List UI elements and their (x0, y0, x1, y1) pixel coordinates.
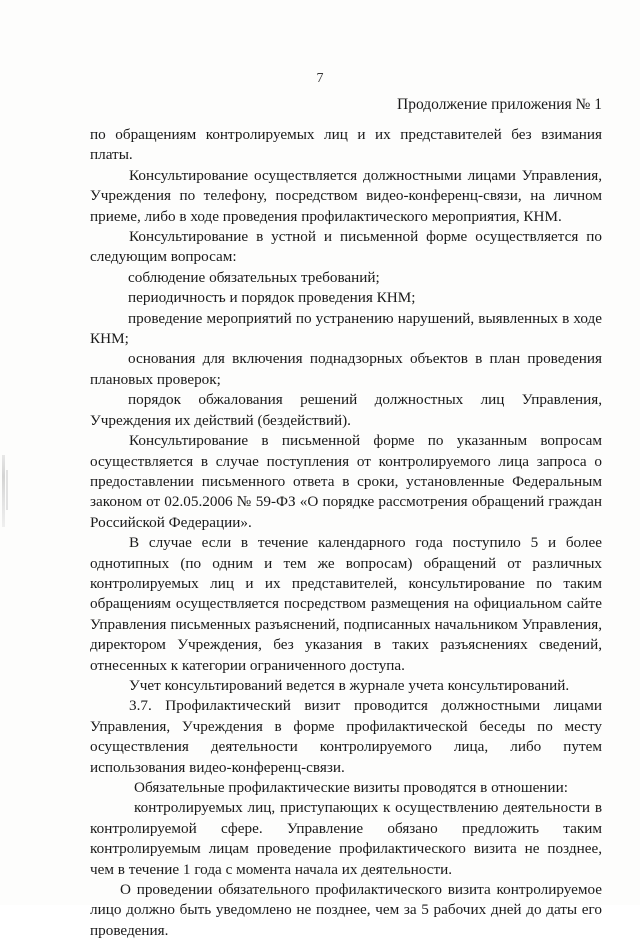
paragraph-mandatory-visits-intro: Обязательные профилактические визиты проводятся в отношении: (134, 779, 568, 796)
list-item-periodicity: периодичность и порядок проведения КНМ; (128, 289, 416, 307)
list-item-requirements: соблюдение обязательных требований; (128, 268, 380, 286)
appendix-continuation-header: Продолжение приложения № 1 (397, 96, 602, 113)
scan-margin-artifact (2, 455, 5, 527)
paragraph-repeated-requests: В случае если в течение календарного года поступило 5 и более однотипных (по одним и тем же вопросам) обращений от различных контролируемых лиц и их представителей, консультирование по таким обращениям осуществляется посредством размещения на официальном сайте Управления письменных разъяснений, подписанных начальником Управления, директором Учреждения, без указания в таких разъяснениях сведений, отнесенных к категории ограниченного доступа. (90, 534, 602, 674)
paragraph-visit-notification: О проведении обязательного профилактического визита контролируемое лицо должно быть уведомлено не позднее, чем за 5 рабочих дней до даты его проведения. (90, 881, 602, 939)
list-item-appeal-procedure: порядок обжалования решений должностных лиц Управления, Учреждения их действий (бездействий). (90, 391, 602, 429)
page-number: 7 (316, 71, 324, 86)
list-item-new-controlled-persons: контролируемых лиц, приступающих к осуществлению деятельности в контролируемой сфере. Управление обязано предложить таким контролируемым лицам проведение профилактического визита не позднее, чем в течение 1 года с момента начала их деятельности. (90, 799, 602, 878)
paragraph-consultation-methods: Консультирование осуществляется должностными лицами Управления, Учреждения по телефону, посредством видео-конференц-связи, на личном приеме, либо в ходе проведения профилактического мероприятия, КНМ. (90, 166, 602, 225)
paragraph-consultation-free: по обращениям контролируемых лиц и их представителей без взимания платы. (90, 126, 602, 164)
document-body (90, 125, 602, 941)
scan-margin-artifact-secondary (6, 470, 8, 510)
paragraph-written-consultation: Консультирование в письменной форме по указанным вопросам осуществляется в случае поступления от контролируемого лица запроса о предоставлении письменного ответа в сроки, установленные Федеральным законом от 02.05.2006 № 59-ФЗ «О порядке рассмотрения обращений граждан Российской Федерации». (90, 432, 602, 531)
list-item-plan-inclusion: основания для включения поднадзорных объектов в план проведения плановых проверок; (90, 350, 602, 388)
list-item-violations: проведение мероприятий по устранению нарушений, выявленных в ходе КНМ; (90, 309, 602, 348)
paragraph-consultation-log: Учет консультирований ведется в журнале учета консультирований. (129, 676, 570, 694)
paragraph-consultation-topics-intro: Консультирование в устной и письменной форме осуществляется по следующим вопросам: (90, 228, 602, 266)
paragraph-section-3-7: 3.7. Профилактический визит проводится должностными лицами Управления, Учреждения в форме профилактической беседы по месту осуществления деятельности контролируемого лица, либо путем использования видео-конференц-связи. (90, 697, 602, 776)
